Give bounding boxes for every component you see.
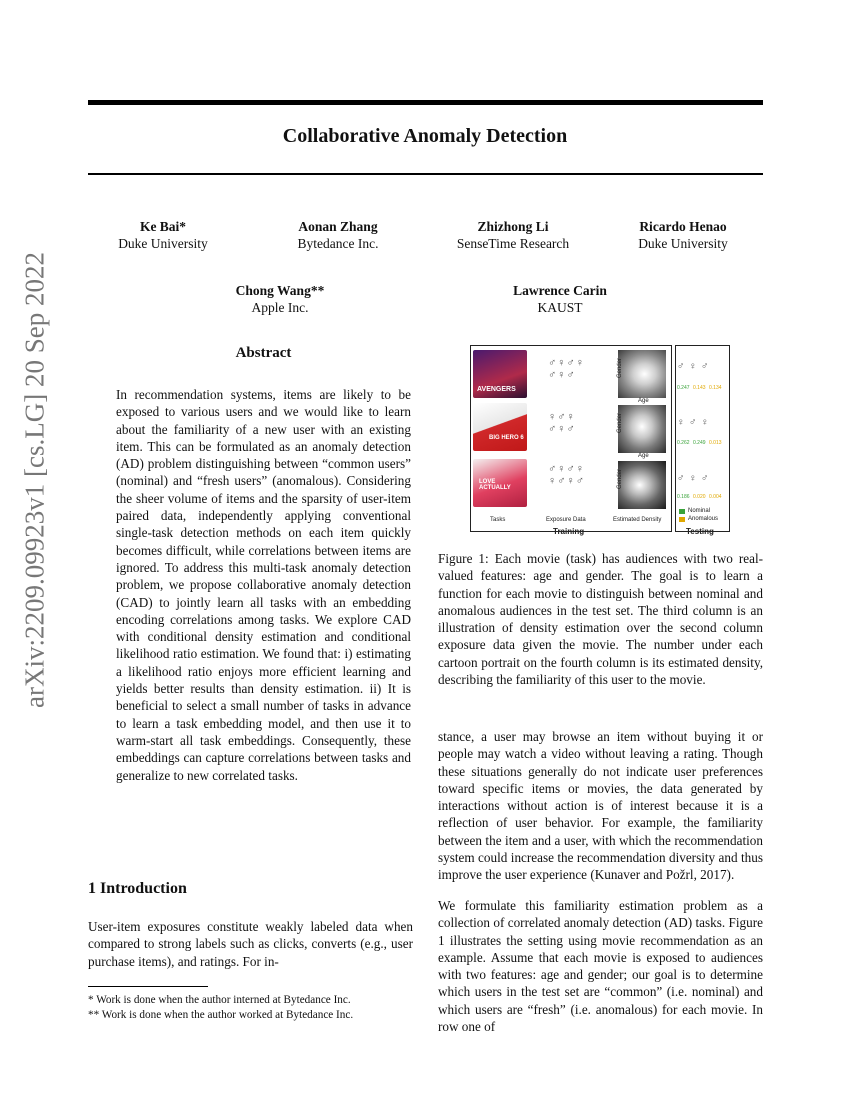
legend-label-anomalous: Anomalous [688, 516, 719, 522]
author-block [210, 282, 350, 316]
author-name: Zhizhong Li [477, 219, 549, 234]
testing-panel [675, 345, 730, 532]
density-value: 0.013 [709, 440, 722, 446]
author-affiliation: Apple Inc. [251, 300, 309, 315]
density-value: 0.249 [693, 440, 706, 446]
arxiv-id: arXiv:2209.09923v1 [cs.LG] 20 Sep 2022 [19, 252, 50, 708]
author-affiliation: Duke University [118, 236, 208, 251]
poster-title: BIG HERO 6 [489, 435, 524, 441]
author-affiliation: KAUST [537, 300, 583, 315]
axis-label-gender: Gender [617, 357, 624, 379]
author-name: Ricardo Henao [639, 219, 727, 234]
right-column-paragraph: We formulate this familiarity estimation problem as a collection of correlated anomaly detection (AD) tasks. Figure 1 illustrates the setting using movie recommendation as an example. Assume that each movie is exposed to audiences with two features: age and gender; our goal is to determine which users in the test set are “common” (i.e. nominal) and which users are “fresh” (i.e. anomalous) for each movie. In row one of [438, 898, 763, 1035]
poster-avengers [473, 350, 527, 398]
axis-label-age: Age [638, 453, 649, 459]
author-block [438, 218, 588, 252]
density-plot [618, 405, 666, 453]
right-column-paragraph: stance, a user may browse an item without buying it or people may watch a video without leaving a rating. Though these situations generally do not indicate user preferences toward specific items or movies, the data generated by interactions without action is of interest because it is a reflection of user behavior. For example, the familiarity between the item and a user, with which the recommendation system could increase the recommendation diversity and thus improve the user experience (Kunaver and Požrl, 2017). [438, 729, 763, 883]
legend-label-nominal: Nominal [688, 508, 711, 514]
exposure-people-row: ♂♀♂♀ ♀♂♀♂ [548, 463, 585, 487]
poster-big-hero-6 [473, 403, 527, 451]
exposure-people-row: ♂♀♂♀ ♂♀♂ [548, 357, 585, 381]
column-label: Tasks [490, 517, 506, 523]
exposure-people-row: ♀♂♀ ♂♀♂ [548, 411, 576, 435]
legend-swatch-nominal [679, 509, 685, 514]
poster-love-actually [473, 459, 527, 507]
poster-title: LOVE ACTUALLY [479, 479, 511, 491]
density-value: 0.262 [677, 440, 690, 446]
author-name: Chong Wang** [235, 283, 325, 298]
test-people-row: ♂ ♀ ♂ [677, 473, 710, 484]
density-plot [618, 461, 666, 509]
poster-title: AVENGERS [477, 386, 516, 393]
density-value: 0.004 [709, 494, 722, 500]
density-value: 0.020 [693, 494, 706, 500]
arxiv-sidebar [0, 0, 70, 1100]
section-heading-introduction: 1 Introduction [88, 880, 187, 897]
figure-1 [470, 345, 730, 540]
footnote: * Work is done when the author interned at Bytedance Inc. [88, 994, 351, 1006]
axis-label-gender: Gender [617, 412, 624, 434]
density-value: 0.143 [693, 385, 706, 391]
footnote-rule [88, 986, 208, 987]
intro-text: User-item exposures constitute weakly labeled data when compared to strong labels such as clicks, converts (e.g., user purchase items), and ratings. For in- [88, 919, 413, 969]
test-people-row: ♂ ♀ ♂ [677, 361, 710, 372]
column-label: Estimated Density [613, 517, 662, 523]
footnote: ** Work is done when the author worked at Bytedance Inc. [88, 1009, 354, 1021]
author-name: Ke Bai* [139, 219, 187, 234]
testing-label: Testing [686, 527, 714, 536]
author-affiliation: SenseTime Research [456, 236, 570, 251]
paper-title: Collaborative Anomaly Detection [282, 125, 568, 147]
author-block [618, 218, 748, 252]
axis-label-age: Age [638, 398, 649, 404]
author-name: Lawrence Carin [513, 283, 607, 298]
author-block [490, 282, 630, 316]
legend-swatch-anomalous [679, 517, 685, 522]
title-rule-bottom [88, 173, 763, 175]
author-affiliation: Duke University [638, 236, 728, 251]
axis-label-gender: Gender [617, 468, 624, 490]
abstract-text: In recommendation systems, items are likely to be exposed to various users and we would like to learn about the familiarity of a new user with an existing item. This can be formulated as an anomaly detection (AD) problem distinguishing between “common users” (nominal) and “fresh users” (anomalous). Considering the sheer volume of items and the sparsity of user-item paired data, independently applying conventional single-task detection methods on each item quickly becomes difficult, while correlations between items are ignored. To address this multi-task anomaly detection problem, we propose collaborative anomaly detection (CAD) to jointly learn all tasks with an embedding encoding correlations among tasks. We explore CAD with conditional density estimation and conditional likelihood ratio estimation. We found that: i) estimating a likelihood ratio enjoys more efficient learning and yields better results than density estimation. ii) It is beneficial to select a small number of tasks in advance to learn a task embedding model, and then use it to warm-start all task embeddings. Consequently, these embeddings can capture correlations between tasks and generalize to new correlated tasks. [116, 387, 411, 783]
author-block [268, 218, 408, 252]
density-value: 0.134 [709, 385, 722, 391]
density-plot [618, 350, 666, 398]
author-block [103, 218, 223, 252]
figure-caption: Figure 1: Each movie (task) has audiences with two real-valued features: age and gender. The goal is to learn a function for each movie to distinguish between nominal and anomalous audiences in the test set. The third column is an illustration of density estimation over the second column exposure data given the movie. The number under each cartoon portrait on the fourth column is its estimated density, describing the familiarity of this user to the movie. [438, 551, 763, 688]
test-people-row: ♀ ♂ ♀ [677, 417, 710, 428]
training-label: Training [553, 527, 585, 536]
author-name: Aonan Zhang [298, 219, 378, 234]
author-affiliation: Bytedance Inc. [297, 236, 379, 251]
abstract-heading: Abstract [235, 345, 292, 361]
density-value: 0.247 [677, 385, 690, 391]
column-label: Exposure Data [546, 517, 586, 523]
density-value: 0.186 [677, 494, 690, 500]
title-rule-top [88, 100, 763, 105]
